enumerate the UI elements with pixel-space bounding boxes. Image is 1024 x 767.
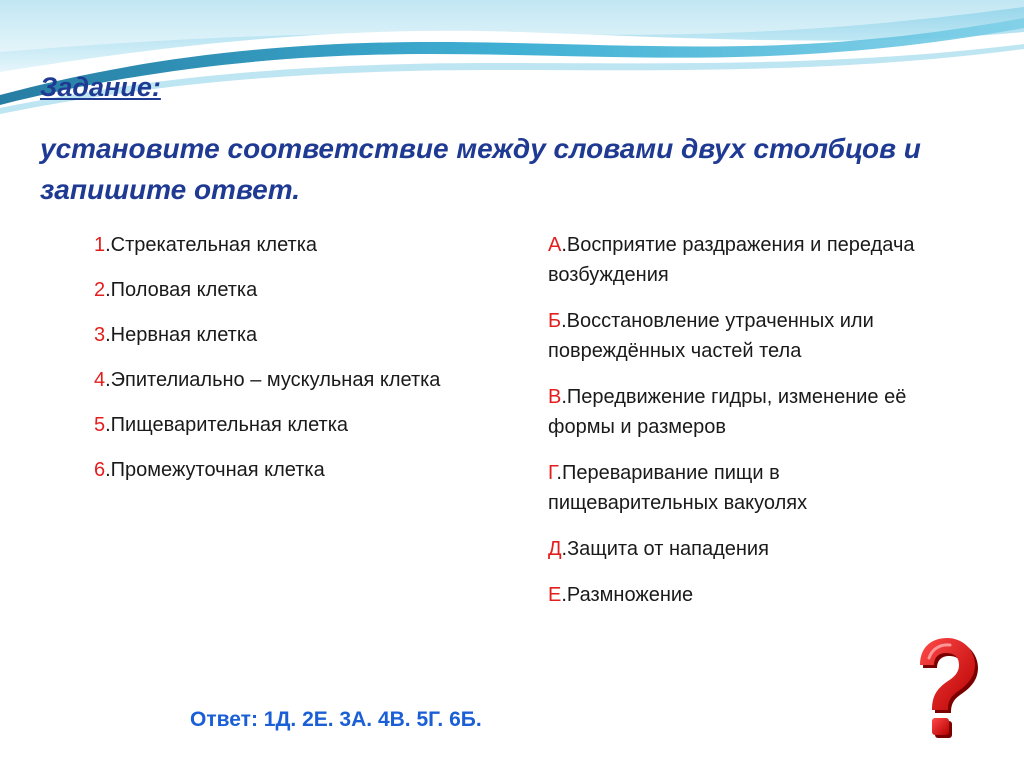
right-item-d (548, 534, 948, 564)
left-item-3 (94, 320, 474, 350)
left-item-text: .Нервная клетка (105, 324, 258, 346)
left-item-text: .Промежуточная клетка (105, 459, 325, 481)
right-item-e (548, 580, 948, 610)
task-label: Задание: (40, 72, 161, 102)
left-item-marker: 4 (94, 369, 106, 391)
right-item-marker: А (548, 234, 562, 256)
right-item-a (548, 230, 948, 290)
right-item-marker: Д (548, 538, 562, 560)
left-item-marker: 6 (94, 459, 106, 481)
left-item-1 (94, 230, 474, 260)
left-item-marker: 5 (94, 414, 106, 436)
left-column-list (94, 230, 474, 500)
left-item-text: .Эпителиально – мускульная клетка (105, 369, 441, 391)
answer-text: Ответ: 1Д. 2Е. 3А. 4В. 5Г. 6Б. (190, 708, 482, 731)
right-item-g (548, 458, 948, 518)
left-item-5 (94, 410, 474, 440)
right-item-marker: Г (548, 462, 557, 484)
left-item-4 (94, 365, 474, 395)
right-item-b (548, 306, 948, 366)
right-item-text: .Восприятие раздражения и передача возбуждения (548, 234, 915, 286)
right-item-text: .Переваривание пищи в пищеварительных вакуолях (548, 462, 808, 514)
right-item-v (548, 382, 948, 442)
left-item-text: .Пищеварительная клетка (105, 414, 349, 436)
left-item-marker: 3 (94, 324, 106, 346)
question-mark-icon (905, 635, 980, 740)
left-item-text: .Стрекательная клетка (105, 234, 318, 256)
right-column-list (548, 230, 948, 626)
right-item-marker: В (548, 386, 562, 408)
left-item-marker: 2 (94, 279, 106, 301)
left-item-marker: 1 (94, 234, 106, 256)
right-item-text: .Передвижение гидры, изменение её формы и размеров (548, 386, 907, 438)
task-instruction: установите соответствие между словами двух столбцов и запишите ответ. (40, 133, 921, 205)
right-item-text: .Размножение (561, 584, 694, 606)
left-item-2 (94, 275, 474, 305)
right-item-marker: Е (548, 584, 562, 606)
left-item-6 (94, 455, 474, 485)
right-item-text: .Защита от нападения (561, 538, 769, 560)
left-item-text: .Половая клетка (105, 279, 258, 301)
right-item-text: .Восстановление утраченных или повреждённых частей тела (548, 310, 874, 362)
right-item-marker: Б (548, 310, 562, 332)
